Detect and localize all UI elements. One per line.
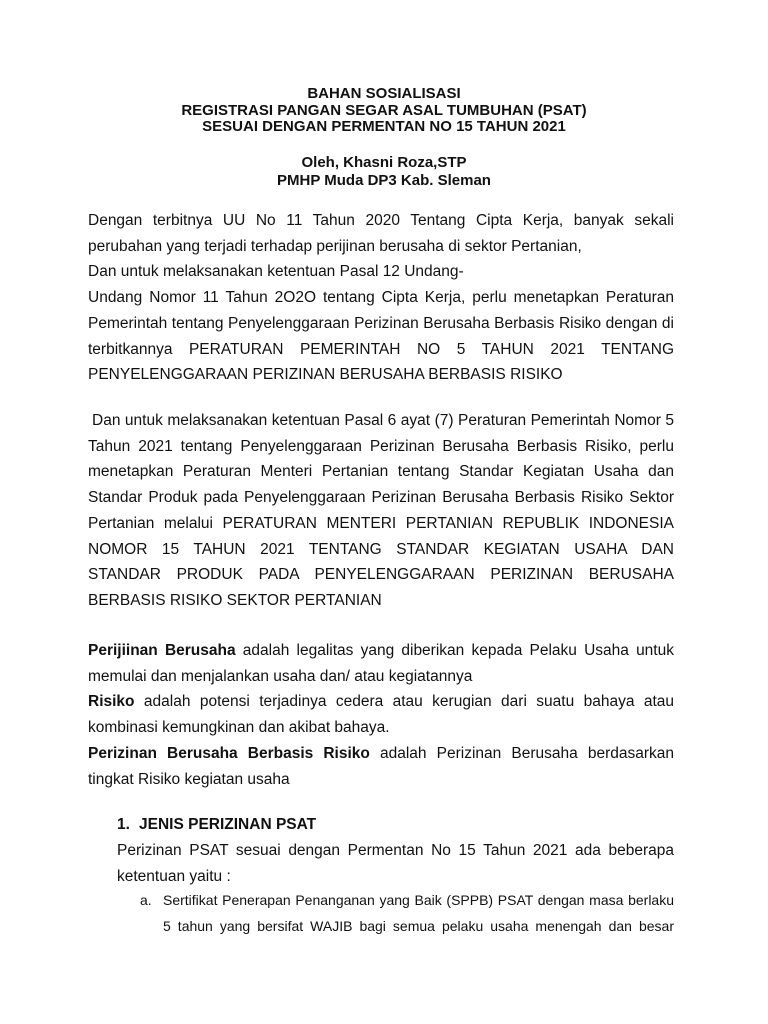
- author-position: PMHP Muda DP3 Kab. Sleman: [277, 172, 491, 189]
- paragraph-line: STANDAR PRODUK PADA PENYELENGGARAAN PERIZINAN BERUSAHA: [88, 566, 674, 584]
- header-regulation: SESUAI DENGAN PERMENTAN NO 15 TAHUN 2021: [202, 118, 566, 135]
- section-title: JENIS PERIZINAN PSAT: [139, 816, 317, 833]
- definition-text: adalah legalitas yang diberikan kepada Pelaku Usaha untuk: [242, 642, 674, 659]
- paragraph-line: Tahun 2021 tentang Penyelenggaraan Perizinan Berusaha Berbasis Risiko, perlu: [88, 437, 674, 455]
- section-body: [117, 838, 674, 889]
- paragraph-line: NOMOR 15 TAHUN 2021 TENTANG STANDAR KEGIATAN USAHA DAN: [88, 540, 674, 558]
- paragraph-line: Pemerintah tentang Penyelenggaraan Perizinan Berusaha Berbasis Risiko dengan di: [88, 314, 674, 332]
- section-line: Perizinan PSAT sesuai dengan Permentan No 15 Tahun 2021 ada beberapa: [117, 842, 674, 859]
- paragraph-line: Dan untuk melaksanakan ketentuan Pasal 12 Undang-: [88, 263, 464, 281]
- paragraph-regulation: [88, 408, 674, 614]
- list-item: [140, 888, 674, 939]
- definition-risiko: [88, 689, 674, 715]
- section-line: ketentuan yaitu :: [117, 867, 231, 885]
- paragraph-line: Standar Produk pada Penyelenggaraan Perizinan Berusaha Berbasis Risiko Sektor: [88, 489, 674, 507]
- section-number: 1.: [117, 816, 130, 833]
- paragraph-line: Pertanian melalui PERATURAN MENTERI PERTANIAN REPUBLIK INDONESIA: [88, 514, 674, 532]
- author-name: Oleh, Khasni Roza,STP: [301, 154, 467, 171]
- definition-text: tingkat Risiko kegiatan usaha: [88, 770, 290, 788]
- definition-text: adalah Perizinan Berusaha berdasarkan: [379, 744, 674, 762]
- definition-term: Risiko: [88, 693, 135, 711]
- paragraph-line: PENYELENGGARAAN PERIZINAN BERUSAHA BERBASIS RISIKO: [88, 366, 563, 384]
- paragraph-line: BERBASIS RISIKO SEKTOR PERTANIAN: [88, 591, 382, 609]
- definition-text: adalah potensi terjadinya cedera atau kerugian dari suatu bahaya atau: [143, 693, 675, 711]
- list-item-text: [163, 888, 674, 939]
- paragraph-line: menetapkan Peraturan Menteri Pertanian tentang Standar Kegiatan Usaha dan: [88, 463, 674, 481]
- definition-perizinan-berusaha: [88, 638, 674, 664]
- header-title: BAHAN SOSIALISASI: [307, 85, 461, 102]
- definition-perizinan-berbasis-risiko: [88, 741, 674, 767]
- author-block: [0, 154, 768, 190]
- definition-text: memulai dan menjalankan usaha dan/ atau kegiatannya: [88, 667, 473, 685]
- paragraph-line: Dengan terbitnya UU No 11 Tahun 2020 Tentang Cipta Kerja, banyak sekali: [88, 212, 674, 229]
- definition-term: Perizinan Berusaha Berbasis Risiko: [88, 744, 370, 762]
- document-header: [0, 86, 768, 136]
- paragraph-line: Undang Nomor 11 Tahun 2O2O tentang Cipta Kerja, perlu menetapkan Peraturan: [88, 289, 674, 307]
- definitions-block: [88, 638, 674, 792]
- list-marker: a.: [140, 892, 152, 908]
- header-subtitle: REGISTRASI PANGAN SEGAR ASAL TUMBUHAN (PSAT): [181, 101, 587, 119]
- definition-text: kombinasi kemungkinan dan akibat bahaya.: [88, 719, 390, 737]
- section-heading: [117, 816, 316, 834]
- list-item-line: Sertifikat Penerapan Penanganan yang Baik (SPPB) PSAT dengan masa berlaku: [163, 892, 674, 908]
- paragraph-intro: [88, 208, 674, 388]
- paragraph-line: perubahan yang terjadi terhadap perijinan berusaha di sektor Pertanian,: [88, 237, 582, 255]
- list-item-line: 5 tahun yang bersifat WAJIB bagi semua pelaku usaha menengah dan besar: [163, 917, 674, 934]
- paragraph-line: terbitkannya PERATURAN PEMERINTAH NO 5 TAHUN 2021 TENTANG: [88, 340, 674, 358]
- paragraph-line: Dan untuk melaksanakan ketentuan Pasal 6 ayat (7) Peraturan Pemerintah Nomor 5: [92, 412, 674, 429]
- definition-term: Perijiinan Berusaha: [88, 642, 236, 659]
